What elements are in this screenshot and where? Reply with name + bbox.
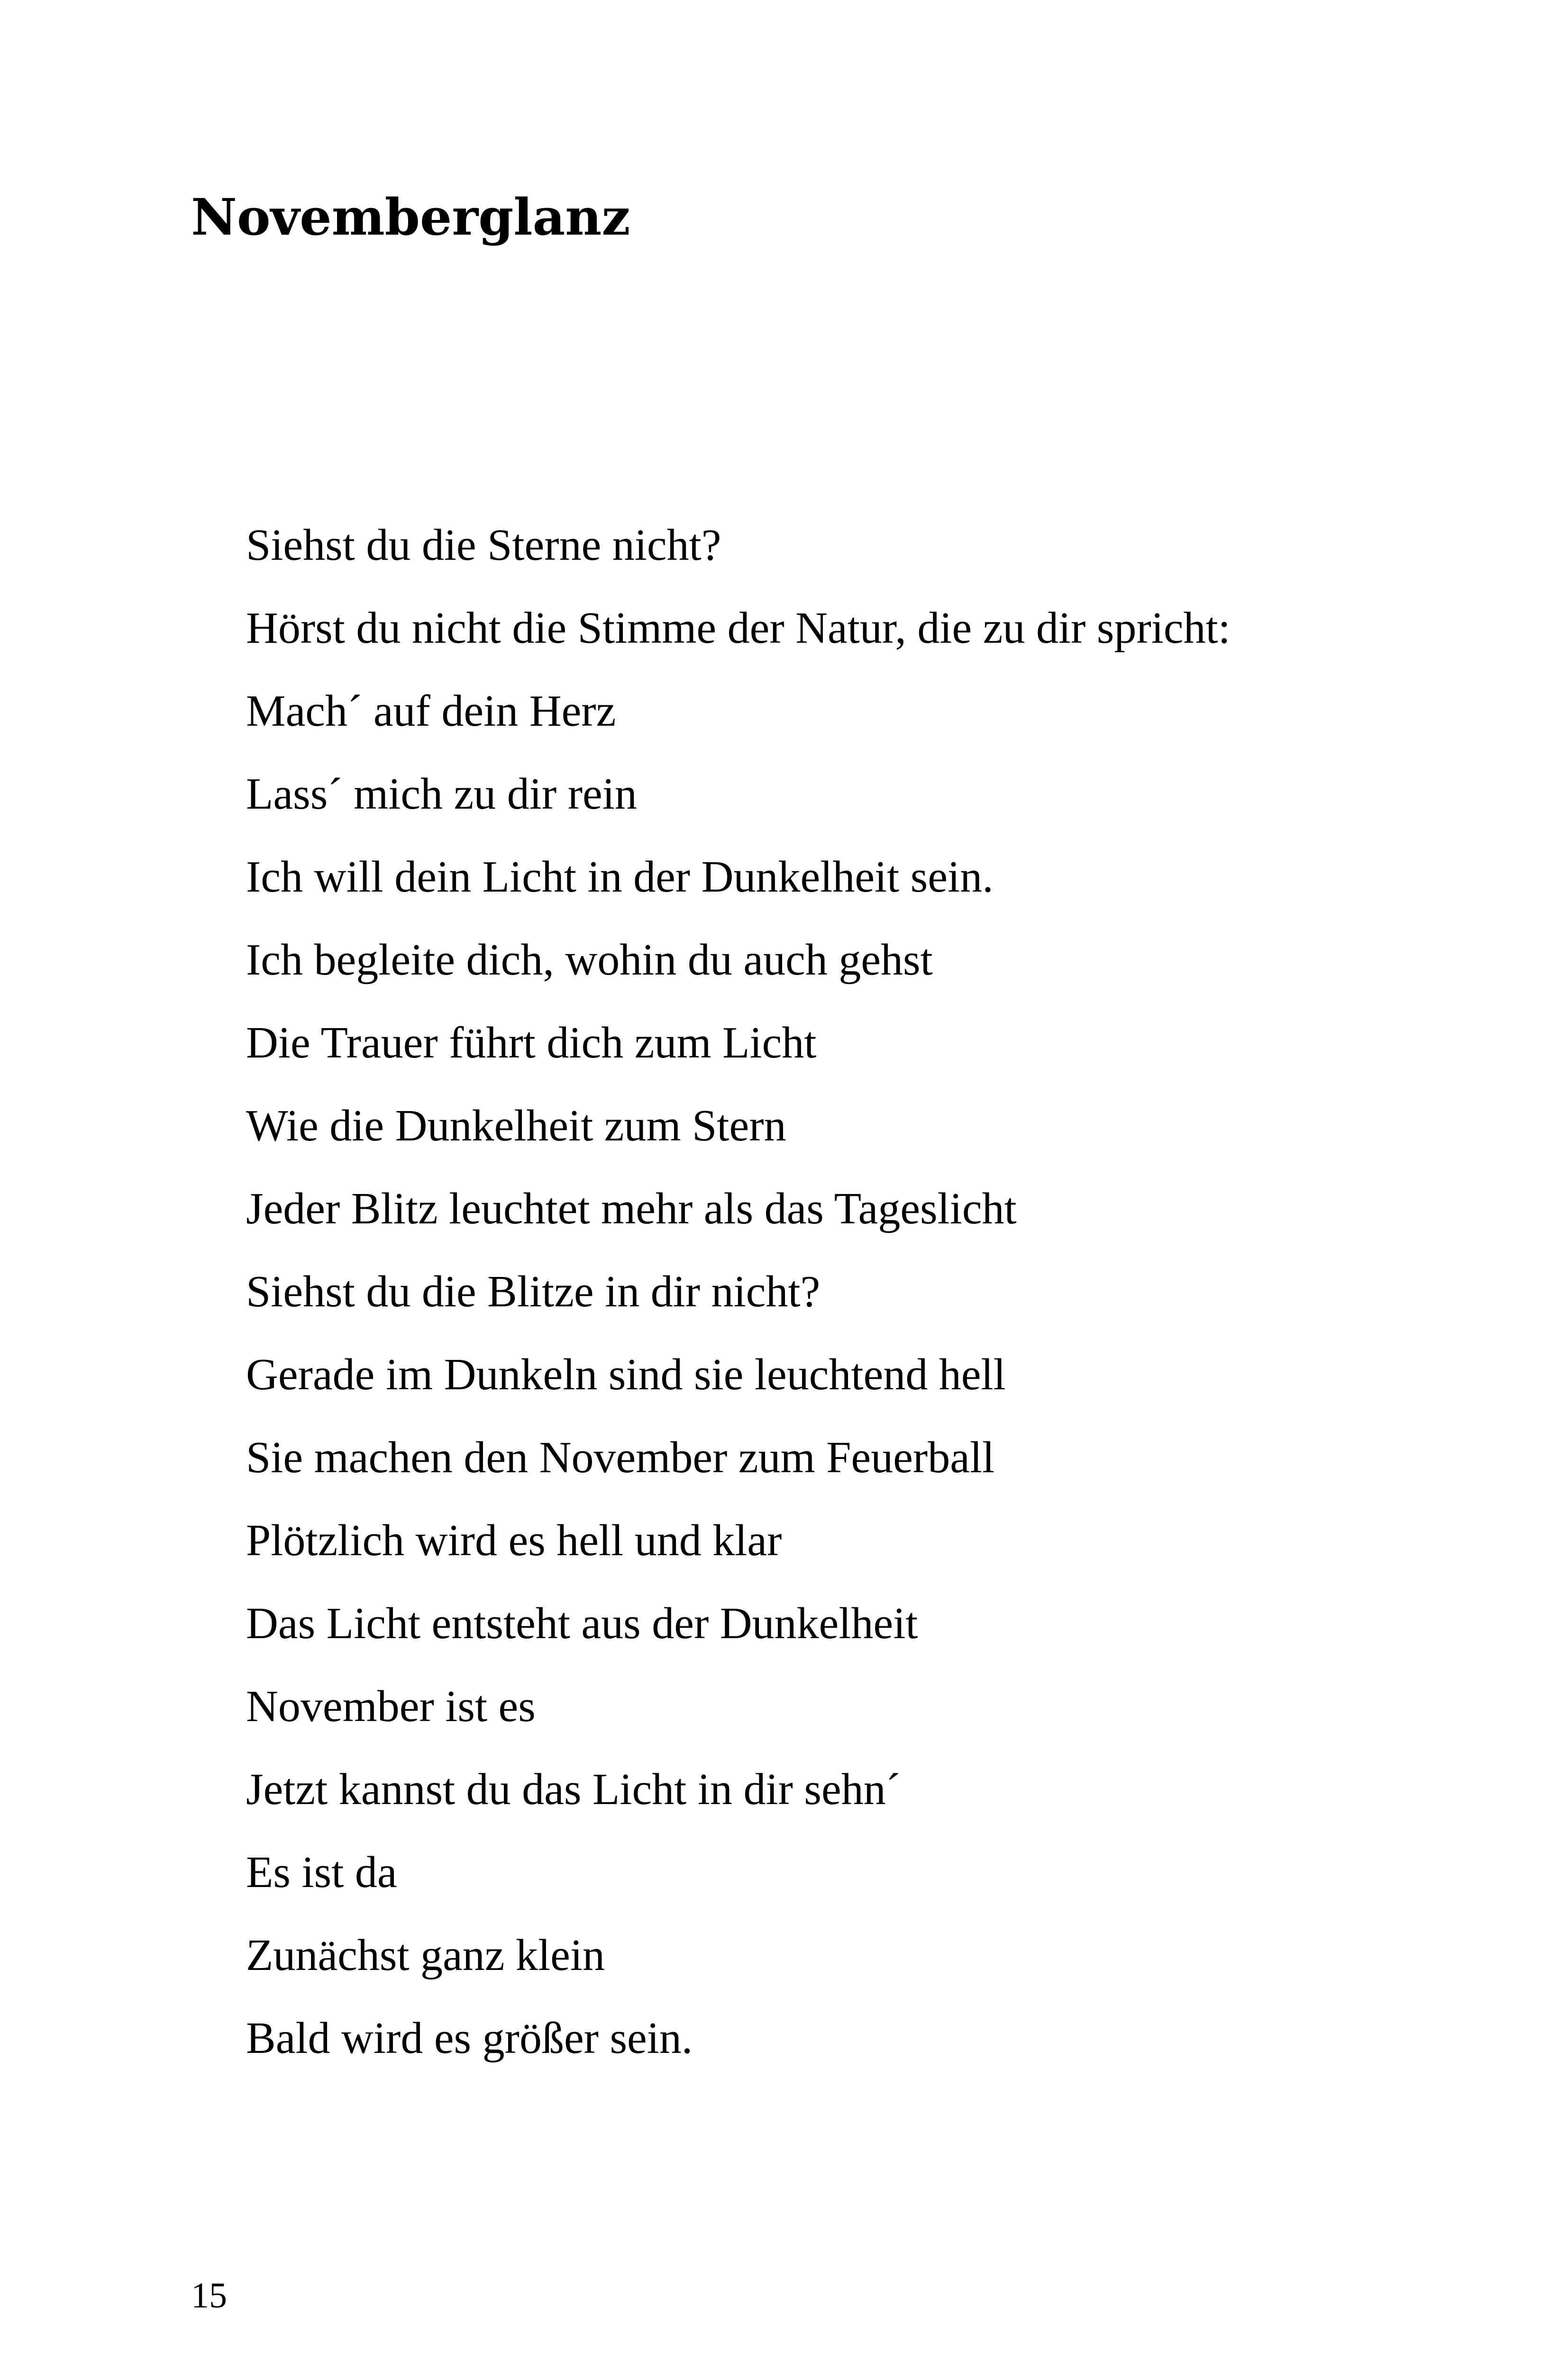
poem-title: Novemberglanz [191, 187, 630, 246]
poem-line: Hörst du nicht die Stimme der Natur, die zu dir spricht: [246, 603, 1231, 653]
poem-line: Es ist da [246, 1848, 397, 1897]
poem-line: Bald wird es größer sein. [246, 2014, 693, 2063]
poem-line: Ich begleite dich, wohin du auch gehst [246, 935, 933, 984]
poem-line: Siehst du die Blitze in dir nicht? [246, 1267, 820, 1316]
poem-line: Mach´ auf dein Herz [246, 686, 616, 736]
page-number: 15 [191, 2276, 227, 2315]
poem-line: Die Trauer führt dich zum Licht [246, 1018, 817, 1067]
poem-line: Lass´ mich zu dir rein [246, 769, 637, 819]
poem-line: Siehst du die Sterne nicht? [246, 520, 721, 570]
poem-line: Gerade im Dunkeln sind sie leuchtend hell [246, 1350, 1006, 1399]
poem-line: Wie die Dunkelheit zum Stern [246, 1101, 786, 1150]
poem-line: Ich will dein Licht in der Dunkelheit sein. [246, 852, 994, 902]
poem-line: November ist es [246, 1682, 536, 1731]
poem-body [246, 504, 1478, 2080]
poem-line: Zunächst ganz klein [246, 1931, 605, 1980]
poem-line: Jetzt kannst du das Licht in dir sehn´ [246, 1765, 901, 1814]
poem-line: Jeder Blitz leuchtet mehr als das Tageslicht [246, 1184, 1017, 1233]
poem-line: Das Licht entsteht aus der Dunkelheit [246, 1599, 918, 1648]
poem-line: Plötzlich wird es hell und klar [246, 1516, 782, 1565]
poem-line: Sie machen den November zum Feuerball [246, 1433, 995, 1482]
